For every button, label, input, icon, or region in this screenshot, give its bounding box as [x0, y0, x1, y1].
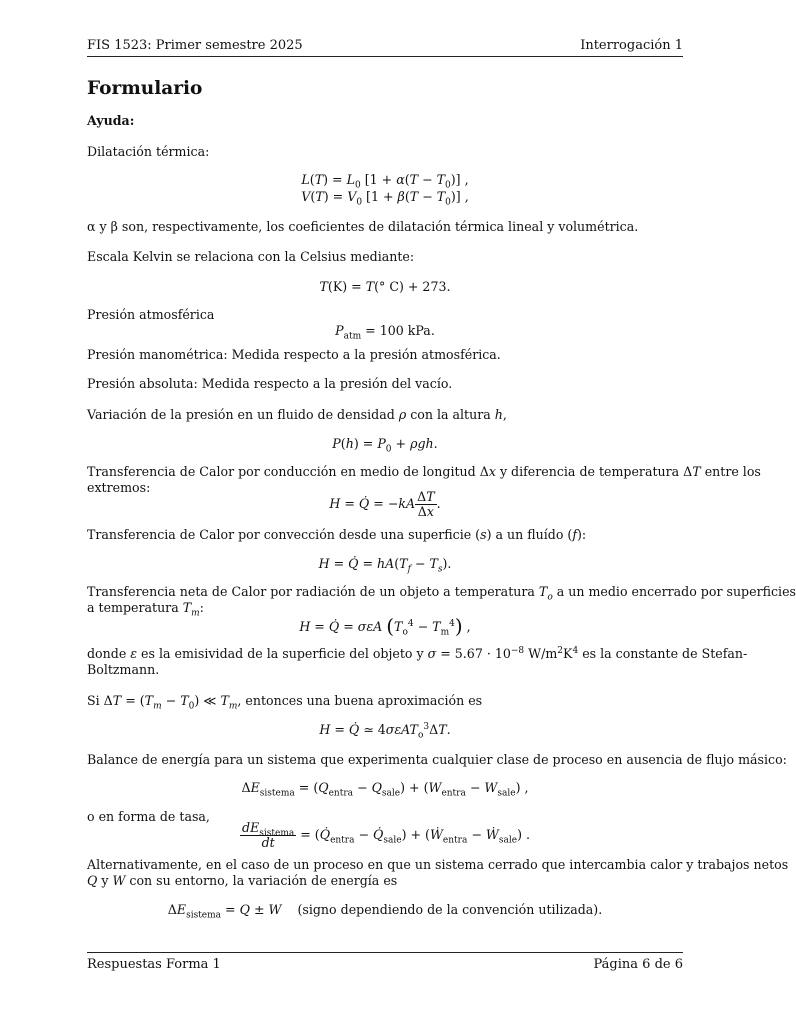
boltzmann-text: Boltzmann. — [87, 662, 160, 677]
patm-text: Presión atmosférica — [87, 307, 215, 322]
page-title: Formulario — [87, 78, 203, 99]
equation-volume-expansion: $V(T) = V_0$ $[1 + \beta(T - T_0)]$ , — [301, 189, 469, 208]
footer-page-number: Página 6 de 6 — [593, 957, 683, 972]
page-footer — [87, 952, 683, 972]
alternative-text-2: Q y W con su entorno, la variación de energía es — [87, 873, 398, 888]
help-heading: Ayuda: — [87, 113, 135, 128]
equation-patm: $P_{atm} = 100$ kPa. — [335, 323, 435, 342]
pressure-variation-text: Variación de la presión en un fluido de densidad ρ con la altura h, — [87, 407, 507, 422]
alternative-text: Alternativamente, en el caso de un proceso en que un sistema cerrado que intercambia calor y trabajos netos — [87, 857, 789, 872]
absolute-text: Presión absoluta: Medida respecto a la presión del vacío. — [87, 376, 453, 391]
equation-conduction: H = Q̇ = −kA $\frac{\Delta T}{\Delta x}$ . — [329, 489, 441, 519]
equation-hydrostatic: $P(h) = P_0 + \rho gh$. — [332, 436, 438, 455]
conduction-text-2: extremos: — [87, 480, 151, 495]
manometric-text: Presión manométrica: Medida respecto a la presión atmosférica. — [87, 347, 501, 362]
equation-first-law: $\Delta E_{sistema} = Q \pm W$ (signo dependiendo de la convención utilizada). — [167, 902, 603, 921]
alpha-beta-text: α y β son, respectivamente, los coeficientes de dilatación térmica lineal y volumétrica. — [87, 219, 639, 234]
footer-form: Respuestas Forma 1 — [87, 957, 221, 972]
approximation-text: Si $\Delta T = (T_m - T_0)$ ≪ $T_m$, entonces una buena aproximación es — [87, 693, 483, 712]
header-exam: Interrogación 1 — [580, 38, 683, 53]
thermal-expansion-label: Dilatación térmica: — [87, 144, 210, 159]
page-header — [87, 38, 683, 57]
equation-convection: H = Q̇ = $hA(T_f - T_s)$. — [318, 556, 452, 575]
radiation-text-2: a temperatura $T_m$: — [87, 600, 204, 619]
rate-form-text: o en forma de tasa, — [87, 809, 210, 824]
equation-kelvin: T(K) = T(° C) + 273. — [319, 279, 451, 294]
convection-text: Transferencia de Calor por convección desde una superficie (s) a un fluído (f): — [87, 527, 587, 542]
equation-approximation: H = Q̇ ≃ 4σεAT$_o^3$ΔT. — [319, 721, 451, 741]
kelvin-text: Escala Kelvin se relaciona con la Celsius mediante: — [87, 249, 415, 264]
radiation-text: Transferencia neta de Calor por radiación de un objeto a temperatura $T_o$ a un medio encerrado por superficies — [87, 584, 796, 603]
equation-energy-balance: $\Delta E_{sistema} = (Q_{entra} - Q_{sale}) + (W_{entra} - W_{sale})$ , — [241, 780, 529, 799]
equation-radiation: H = Q̇ = σεA $(T_o^4 - T_m^4)$ , — [299, 614, 471, 638]
header-course: FIS 1523: Primer semestre 2025 — [87, 38, 303, 53]
equation-linear-expansion: $L(T) = L_0$ $[1 + \alpha(T - T_0)]$ , — [301, 172, 469, 191]
emissivity-text: donde ε es la emisividad de la superficie del objeto y $\sigma = 5.67 \cdot 10^{-8}$ $W/m^2K^4$ es la constante de Stefan- — [87, 645, 748, 661]
conduction-text: Transferencia de Calor por conducción en medio de longitud Δx y diferencia de temperatura ΔT entre los — [87, 464, 761, 479]
energy-balance-text: Balance de energía para un sistema que experimenta cualquier clase de proceso en ausencia de flujo másico: — [87, 752, 787, 767]
equation-energy-rate: $\frac{dE_{sistema}}{dt}$ = ($Q̇_{entra}$ − $Q̇_{sale}$) + (Ẇ$_{entra}$ − Ẇ$_{sale}$) . — [242, 820, 530, 850]
